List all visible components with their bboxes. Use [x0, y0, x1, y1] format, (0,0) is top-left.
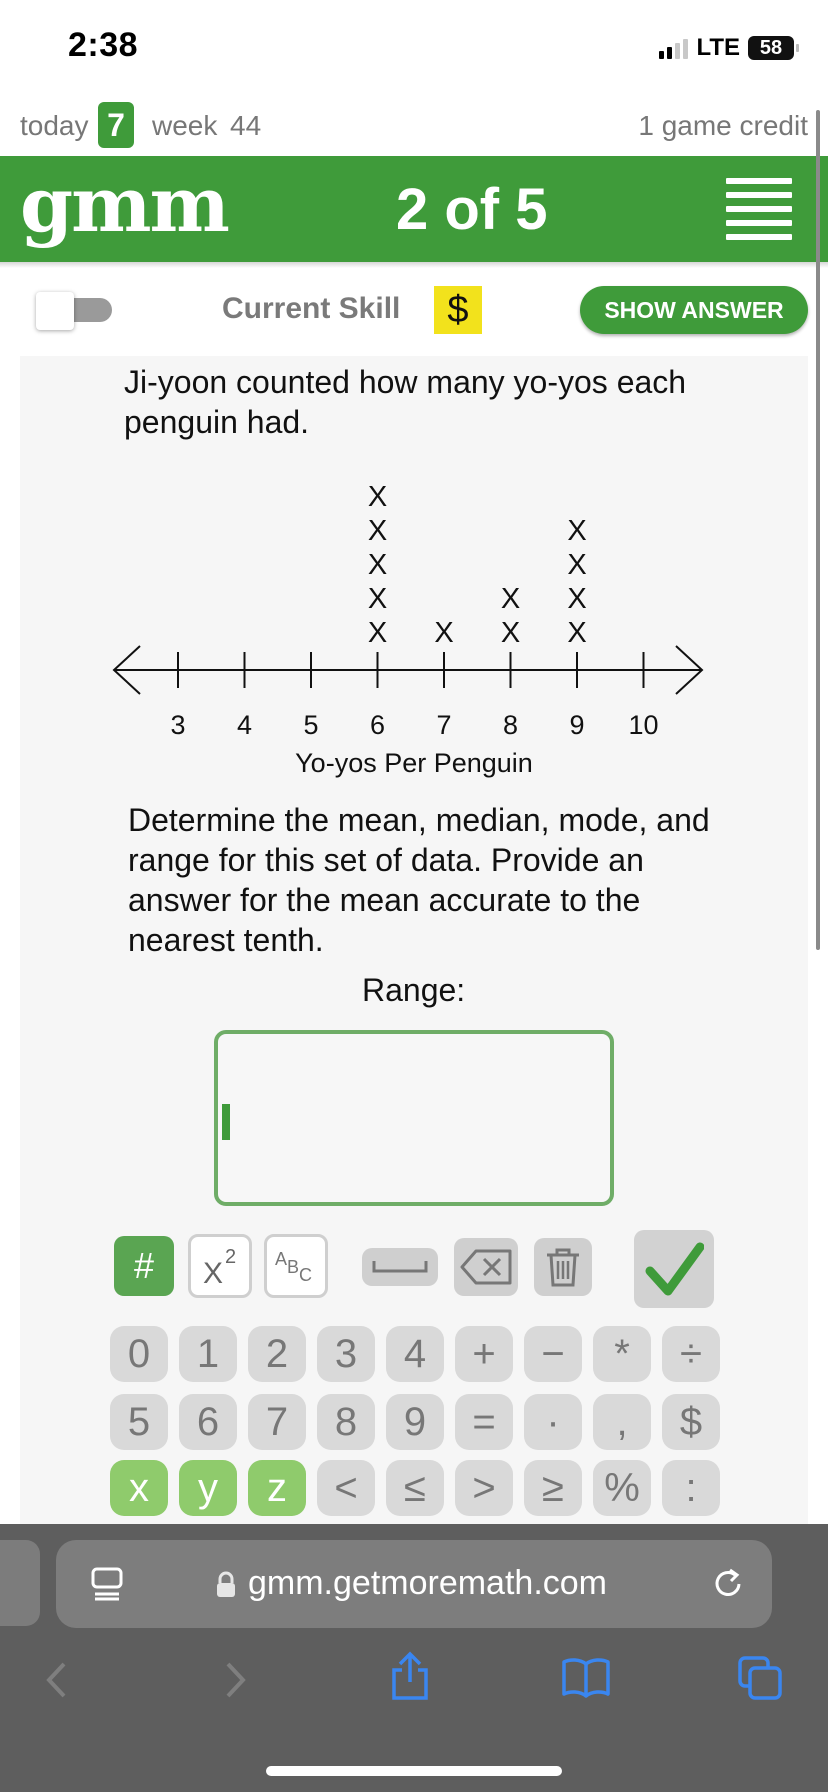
show-answer-button[interactable]: SHOW ANSWER [580, 286, 808, 334]
game-credit[interactable]: 1 game credit [638, 110, 808, 141]
tick-label: 10 [628, 710, 659, 740]
today-label: today [20, 110, 89, 141]
answer-input[interactable] [214, 1030, 614, 1206]
data-point-x: X [567, 515, 587, 547]
text-cursor [222, 1104, 230, 1140]
trash-icon [543, 1245, 583, 1289]
network-label: LTE [696, 34, 740, 61]
tick-label: 7 [436, 710, 452, 740]
instructions-text: Determine the mean, median, mode, and range for this set of data. Provide an answer for the mean accurate to the nearest tenth. [128, 802, 710, 958]
submit-button[interactable] [634, 1230, 714, 1308]
key-1-4[interactable]: 9 [386, 1394, 444, 1450]
info-row [0, 100, 828, 154]
key-2-0[interactable]: x [110, 1460, 168, 1516]
problem-progress: 2 of 5 [396, 177, 548, 242]
plot-axis-label: Yo-yos Per Penguin [295, 748, 533, 778]
bookmarks-icon[interactable] [560, 1656, 612, 1700]
header-divider [0, 262, 828, 268]
key-2-3[interactable]: < [317, 1460, 375, 1516]
svg-text:2: 2 [225, 1246, 237, 1268]
tabs-icon[interactable] [736, 1654, 784, 1702]
key-2-1[interactable]: y [179, 1460, 237, 1516]
data-point-x: X [367, 617, 388, 649]
key-2-7[interactable]: % [593, 1460, 651, 1516]
tick-label: 5 [303, 710, 319, 740]
tick-label: 3 [170, 710, 186, 740]
page-scrollbar[interactable] [816, 110, 820, 950]
key-1-8[interactable]: $ [662, 1394, 720, 1450]
key-1-0[interactable]: 5 [110, 1394, 168, 1450]
svg-text:X: X [203, 1257, 224, 1290]
forward-arrow-icon[interactable] [224, 1660, 248, 1700]
url-text[interactable]: gmm.getmoremath.com [248, 1564, 607, 1602]
hamburger-menu-icon[interactable] [726, 178, 792, 240]
backspace-icon [458, 1247, 514, 1287]
key-1-5[interactable]: = [455, 1394, 513, 1450]
key-1-3[interactable]: 8 [317, 1394, 375, 1450]
today-count-badge: 7 [98, 102, 134, 148]
share-icon[interactable] [390, 1650, 430, 1702]
key-0-5[interactable]: + [455, 1326, 513, 1382]
skill-badge[interactable]: $ [434, 286, 482, 334]
key-0-2[interactable]: 2 [248, 1326, 306, 1382]
key-2-5[interactable]: > [455, 1460, 513, 1516]
status-indicators [659, 34, 794, 62]
key-0-6[interactable]: − [524, 1326, 582, 1382]
key-2-2[interactable]: z [248, 1460, 306, 1516]
battery-level: 58 [759, 36, 783, 59]
data-point-x: X [567, 549, 587, 581]
line-plot [110, 460, 710, 790]
mode-toggle[interactable] [36, 292, 112, 326]
svg-text:A: A [275, 1249, 288, 1269]
back-arrow-icon[interactable] [44, 1660, 68, 1700]
data-point-x: X [367, 549, 388, 581]
exponent-mode-button[interactable] [188, 1234, 252, 1298]
numeric-mode-button[interactable]: # [114, 1236, 174, 1296]
space-key[interactable] [362, 1248, 438, 1286]
tick-label: 8 [502, 710, 519, 740]
week-number: 44 [230, 110, 262, 141]
key-0-0[interactable]: 0 [110, 1326, 168, 1382]
data-point-x: X [434, 617, 454, 649]
question-prompt: Ji-yoon counted how many yo-yos each penguin had. [124, 364, 687, 440]
checkmark-icon [644, 1241, 704, 1297]
app-header [0, 156, 828, 262]
previous-tab-peek[interactable] [0, 1540, 40, 1626]
tab-overview-icon[interactable] [90, 1566, 124, 1602]
current-skill-label: Current Skill [222, 292, 401, 325]
key-0-4[interactable]: 4 [386, 1326, 444, 1382]
key-0-8[interactable]: ÷ [662, 1326, 720, 1382]
signal-icon [659, 37, 688, 59]
key-0-3[interactable]: 3 [317, 1326, 375, 1382]
svg-text:B: B [287, 1257, 300, 1277]
data-point-x: X [567, 617, 587, 649]
tick-label: 6 [369, 710, 386, 740]
tick-label: 4 [236, 710, 253, 740]
clear-key[interactable] [534, 1238, 592, 1296]
reload-icon[interactable] [710, 1566, 746, 1602]
key-2-8[interactable]: : [662, 1460, 720, 1516]
battery-icon [748, 36, 794, 60]
data-point-x: X [367, 481, 388, 513]
abc-icon [271, 1241, 321, 1291]
superscript-icon [195, 1241, 245, 1291]
tick-label: 9 [569, 710, 585, 740]
space-icon [370, 1257, 430, 1277]
answer-label: Range: [362, 972, 466, 1008]
key-1-7[interactable]: , [593, 1394, 651, 1450]
key-0-7[interactable]: * [593, 1326, 651, 1382]
lock-icon [214, 1570, 238, 1600]
letters-mode-button[interactable] [264, 1234, 328, 1298]
key-1-6[interactable]: · [524, 1394, 582, 1450]
key-2-4[interactable]: ≤ [386, 1460, 444, 1516]
data-point-x: X [567, 583, 587, 615]
gmm-logo[interactable]: gmm [20, 160, 228, 249]
key-2-6[interactable]: ≥ [524, 1460, 582, 1516]
svg-text:C: C [299, 1265, 312, 1285]
backspace-key[interactable] [454, 1238, 518, 1296]
key-1-2[interactable]: 7 [248, 1394, 306, 1450]
status-time: 2:38 [68, 26, 139, 64]
data-point-x: X [367, 583, 388, 615]
home-indicator[interactable] [266, 1766, 562, 1776]
week-label: week [152, 110, 218, 141]
data-point-x: X [367, 515, 388, 547]
data-point-x: X [500, 617, 521, 649]
key-0-1[interactable]: 1 [179, 1326, 237, 1382]
key-1-1[interactable]: 6 [179, 1394, 237, 1450]
data-point-x: X [500, 583, 521, 615]
